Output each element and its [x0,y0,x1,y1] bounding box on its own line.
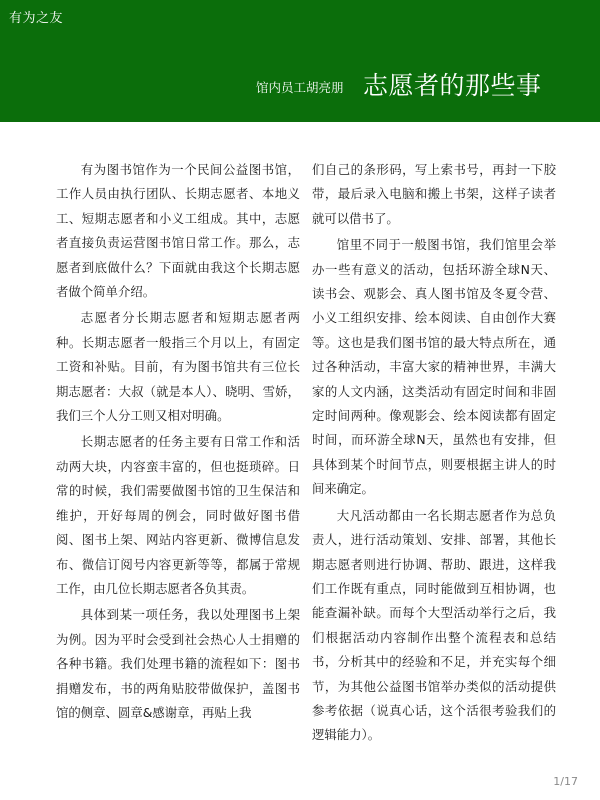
paragraph: 具体到某一项任务，我以处理图书上架为例。因为平时会受到社会热心人士捐赠的各种书籍。我们处理书籍的流程如下：图书捐赠发布，书的两角贴胶带做保护，盖图书馆的侧章、圆章&感谢章，再贴上我 [56,607,300,720]
paragraph: 长期志愿者的任务主要有日常工作和活动两大块，内容蛮丰富的，但也挺琐碎。日常的时候，我们需要做图书馆的卫生保洁和维护，开好每周的例会，同时做好图书借阅、图书上架、网站内容更新、微博信息发布、微信订阅号内容更新等等，都属于常规工作，由几位长期志愿者各负其责。 [56,434,300,596]
article-author: 馆内员工胡亮朋 [256,80,344,95]
left-column [56,158,300,727]
paragraph: 大凡活动都由一名长期志愿者作为总负责人，进行活动策划、安排、部署，其他长期志愿者则进行协调、帮助、跟进，这样我们工作既有重点，同时能做到互相协调，也能查漏补缺。而每个大型活动举行之后，我们根据活动内容制作出整个流程表和总结书，分析其中的经验和不足，并充实每个细节，为其他公益图书馆举办类似的活动提供参考依据（说真心话，这个活很考验我们的逻辑能力）。 [312,507,556,743]
article-title: 志愿者的那些事 [363,71,542,100]
page-number: 1/17 [553,775,578,788]
header-banner [0,0,600,122]
paragraph: 有为图书馆作为一个民间公益图书馆，工作人员由执行团队、长期志愿者、本地义工、短期志愿者和小义工组成。其中，志愿 者直接负责运营图书馆日常工作。那么，志愿者到底做什么？下面就由我这个长期志愿者做个简单介绍。 [56,162,300,300]
paragraph: 志愿者分长期志愿者和短期志愿者两种。长期志愿者一般指三个月以上，有固定工资和补贴。目前，有为图书馆共有三位长期志愿者：大叔（就是本人）、晓明、雪娇，我们三个人分工则又相对明确。 [56,310,300,424]
paragraph: 馆里不同于一般图书馆，我们馆里会举办一些有意义的活动，包括环游全球N天、读书会、观影会、真人图书馆及冬夏令营、小义工组织安排、绘本阅读、自由创作大赛等。这也是我们图书馆的最大特点所在，通过各种活动，丰富大家的精神世界，丰满大家的人文内涵，这类活动有固定时间和非固定时间两种。像观影会、绘本阅读都有固定时间，而环游全球N天，虽然也有安排，但具体到某个时间节点，则要根据主讲人的时间来确定。 [312,237,556,497]
right-column [312,158,556,750]
brand-name: 有为之友 [9,11,64,26]
paragraph-continued: 们自己的条形码，写上索书号，再封一下胶带，最后录入电脑和搬上书架，这样子读者就可以借书了。 [312,162,556,226]
